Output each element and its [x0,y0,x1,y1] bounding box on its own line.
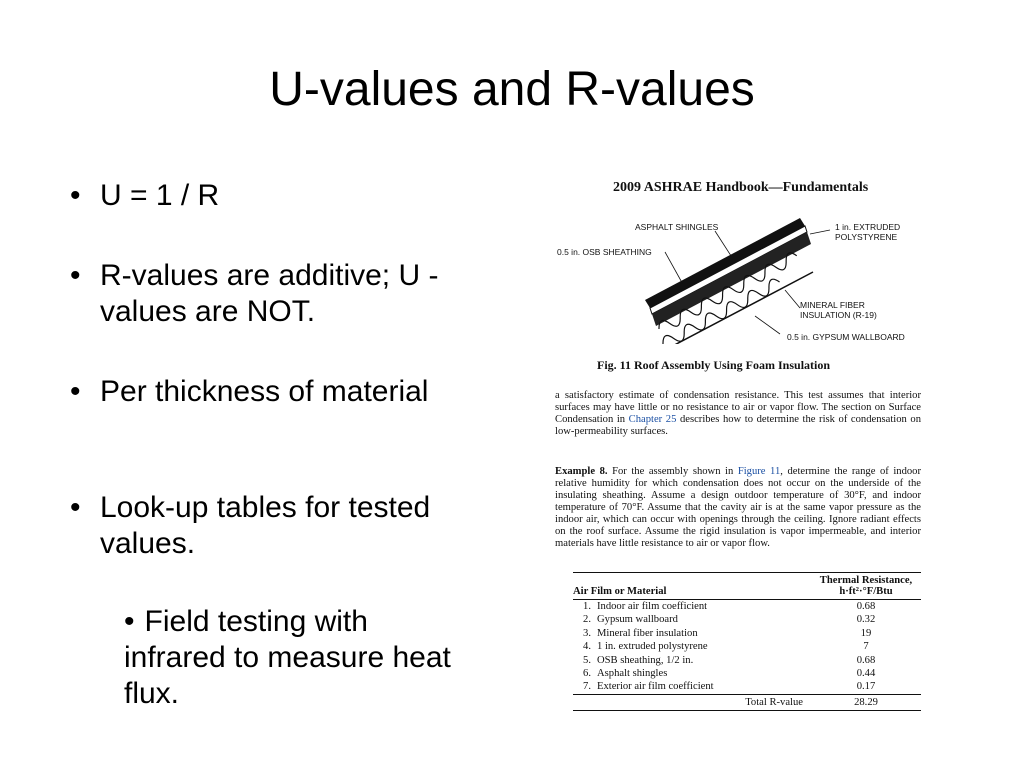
body-paragraph [555,390,921,438]
sub-bullet-item [124,604,454,712]
table-row [573,627,921,640]
table-header-resistance [811,573,921,600]
bullet-marker: • [124,605,135,638]
row-value: 0.17 [856,681,876,693]
label-mineral-2: INSULATION (R-19) [800,310,877,320]
row-num: 4. [583,641,591,653]
example-text: For the assembly shown in [607,466,738,477]
handbook-title: 2009 ASHRAE Handbook—Fundamentals [613,180,869,195]
row-num: 6. [583,668,591,680]
bullet-text: Look-up tables for tested values. [100,491,431,560]
bullet-item [70,490,490,562]
chapter-link[interactable]: Chapter 25 [628,414,677,425]
table-row [573,613,921,626]
table-row [573,640,921,653]
polystyrene-layer [652,232,811,326]
paragraph-text-end: describes how to determine the risk of condensation on low-permeability surfaces. [555,414,921,437]
row-value: 0.32 [856,614,876,626]
bullet-text: R-values are additive; U -values are NOT. [100,259,439,328]
bullet-item [70,178,490,214]
row-num: 5. [583,654,591,666]
handbook-excerpt [555,180,925,720]
total-value: 28.29 [811,694,921,710]
row-material: 1 in. extruded polystyrene [597,641,708,653]
row-num: 7. [583,681,591,693]
row-value: 0.44 [856,668,876,680]
bullet-marker: • [70,259,81,292]
label-osb-sheathing: 0.5 in. OSB SHEATHING [557,247,652,257]
table-row [573,654,921,667]
header-line-2: h·ft²·°F/Btu [839,586,893,597]
row-material: Exterior air film coefficient [597,681,714,693]
row-num: 2. [583,614,591,626]
header-line-1: Thermal Resistance, [819,575,913,586]
bullet-item [70,258,490,330]
label-extruded-2: POLYSTYRENE [835,232,898,242]
figure-link[interactable]: Figure 11 [737,466,781,477]
row-value: 0.68 [856,601,876,612]
table-row [573,600,921,614]
row-material: Mineral fiber insulation [597,627,698,639]
bullet-item [70,374,490,410]
label-extruded-1: 1 in. EXTRUDED [835,222,901,232]
example-paragraph [555,466,921,550]
total-label: Total R-value [573,694,811,710]
label-mineral-1: MINERAL FIBER [800,300,865,310]
table-header-material: Air Film or Material [573,573,811,600]
sub-bullet-text: Field testing with infrared to measure heat flux. [124,605,451,710]
label-gypsum: 0.5 in. GYPSUM WALLBOARD [787,332,905,342]
paragraph-text: a satisfactory estimate of condensation resistance. This test assumes that interior surfaces may have little or no resistance to air or vapor flow. The section on Surface Condensation in [555,390,921,425]
roof-assembly-diagram [555,204,925,344]
table-row [573,667,921,680]
row-num: 1. [583,601,591,612]
row-material: OSB sheathing, 1/2 in. [597,654,694,666]
bullet-marker: • [70,375,81,408]
row-num: 3. [583,627,591,639]
row-material: Asphalt shingles [597,668,668,680]
figure-caption: Fig. 11 Roof Assembly Using Foam Insulation [597,358,831,372]
slide-title: U-values and R-values [269,63,755,116]
resistance-table [573,572,921,711]
row-value: 7 [863,641,869,653]
row-value: 19 [860,627,872,639]
bullet-marker: • [70,179,81,212]
example-text-end: , determine the range of indoor relative humidity for which condensation does not occur on the underside of the insulating sheathing. Assume a design outdoor temperature of 30°F, and indoor temperature of 70°F. Assume that the cavity air is at the same vapor pressure as the indoor air, which can occur with openings through the ceiling. Ignore radiant effects on the roof surface. Assume the rigid insulation is vapor impermeable, and interior materials have little resistance to air or vapor flow. [555,466,921,549]
row-material: Gypsum wallboard [597,614,678,626]
row-value: 0.68 [856,654,876,666]
table-row [573,680,921,694]
row-material: Indoor air film coefficient [597,601,708,612]
example-label: Example 8. [555,466,608,477]
bullet-text: Per thickness of material [100,375,429,408]
bullet-marker: • [70,491,81,524]
bullet-text: U = 1 / R [100,179,220,212]
table-total-row [573,694,921,710]
label-asphalt-shingles: ASPHALT SHINGLES [635,222,719,232]
